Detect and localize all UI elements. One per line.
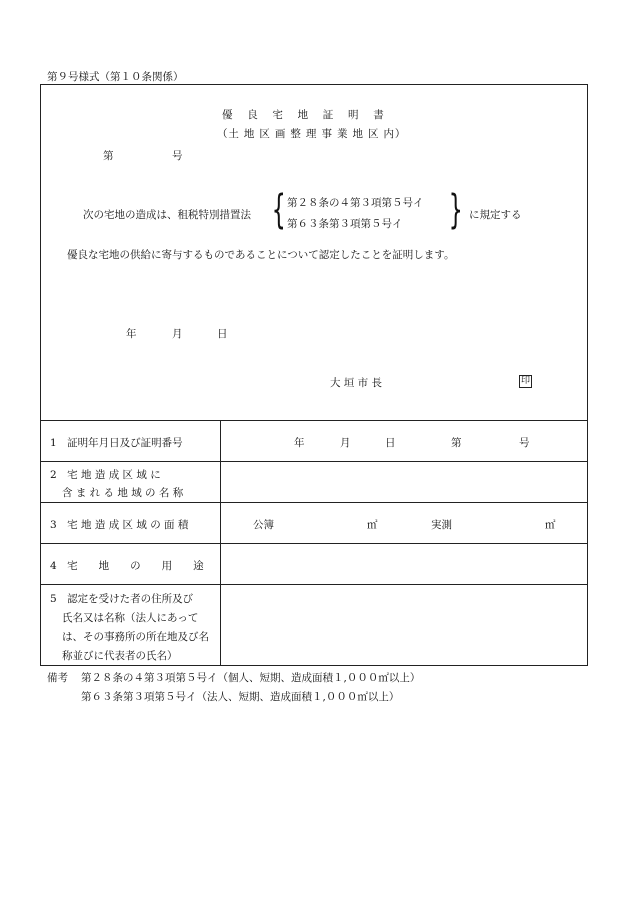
left-brace: {	[271, 187, 286, 233]
body-line2: 優良な宅地の供給に寄与するものであることについて認定したことを証明します。	[67, 249, 455, 261]
body-line1-prefix: 次の宅地の造成は、租税特別措置法	[83, 209, 251, 221]
row1-label: 1 証明年月日及び証明番号	[50, 437, 183, 449]
table-row-divider	[40, 543, 588, 544]
row5-label-line2: 氏名又は名称（法人にあって	[62, 612, 199, 624]
row1-go: 号	[519, 437, 530, 449]
row1-year: 年	[294, 437, 305, 449]
row5-label-line3: は、その事務所の所在地及び名	[62, 631, 209, 643]
row1-dai: 第	[451, 437, 462, 449]
clause-2: 第６３条第３項第５号イ	[287, 218, 403, 230]
row3-unit2: ㎡	[545, 519, 556, 531]
right-brace: }	[448, 187, 463, 233]
table-column-divider	[220, 420, 221, 666]
remarks-line2: 第６３条第３項第５号イ（法人、短期、造成面積１,０００㎡以上）	[81, 691, 400, 703]
remarks-line1: 第２８条の４第３項第５号イ（個人、短期、造成面積１,０００㎡以上）	[81, 672, 421, 684]
remarks-label: 備考	[47, 672, 68, 684]
date-day-label: 日	[217, 328, 228, 340]
date-month-label: 月	[172, 328, 183, 340]
row4-label: 4 宅 地 の 用 途	[50, 560, 204, 572]
row2-label-line2: 含 ま れ る 地 域 の 名 称	[62, 487, 184, 499]
row3-jissoku: 実測	[431, 519, 452, 531]
row2-label-line1: 2 宅 地 造 成 区 域 に	[50, 469, 161, 481]
body-line1-suffix: に規定する	[469, 209, 522, 221]
date-year-label: 年	[126, 328, 137, 340]
row3-koubo: 公簿	[253, 519, 274, 531]
table-row-divider	[40, 584, 588, 585]
form-id: 第９号様式（第１０条関係）	[47, 71, 184, 83]
row3-unit1: ㎡	[367, 519, 378, 531]
page-title: 優 良 宅 地 証 明 書	[222, 109, 386, 121]
page-subtitle: （土 地 区 画 整 理 事 業 地 区 内）	[217, 128, 407, 140]
issuer-name: 大 垣 市 長	[330, 377, 383, 389]
row5-label-line4: 称並びに代表者の氏名）	[62, 650, 178, 662]
seal-mark: 印	[520, 376, 530, 386]
certificate-number-suffix: 号	[172, 150, 183, 162]
row3-label: 3 宅 地 造 成 区 域 の 面 積	[50, 519, 189, 531]
row5-label-line1: 5 認定を受けた者の住所及び	[50, 593, 194, 605]
certificate-number-label: 第	[103, 150, 114, 162]
row1-day: 日	[385, 437, 396, 449]
certificate-frame	[40, 84, 588, 666]
table-row-divider	[40, 461, 588, 462]
clause-1: 第２８条の４第３項第５号イ	[287, 197, 424, 209]
table-top-border	[40, 420, 588, 421]
row1-month: 月	[340, 437, 351, 449]
table-row-divider	[40, 502, 588, 503]
